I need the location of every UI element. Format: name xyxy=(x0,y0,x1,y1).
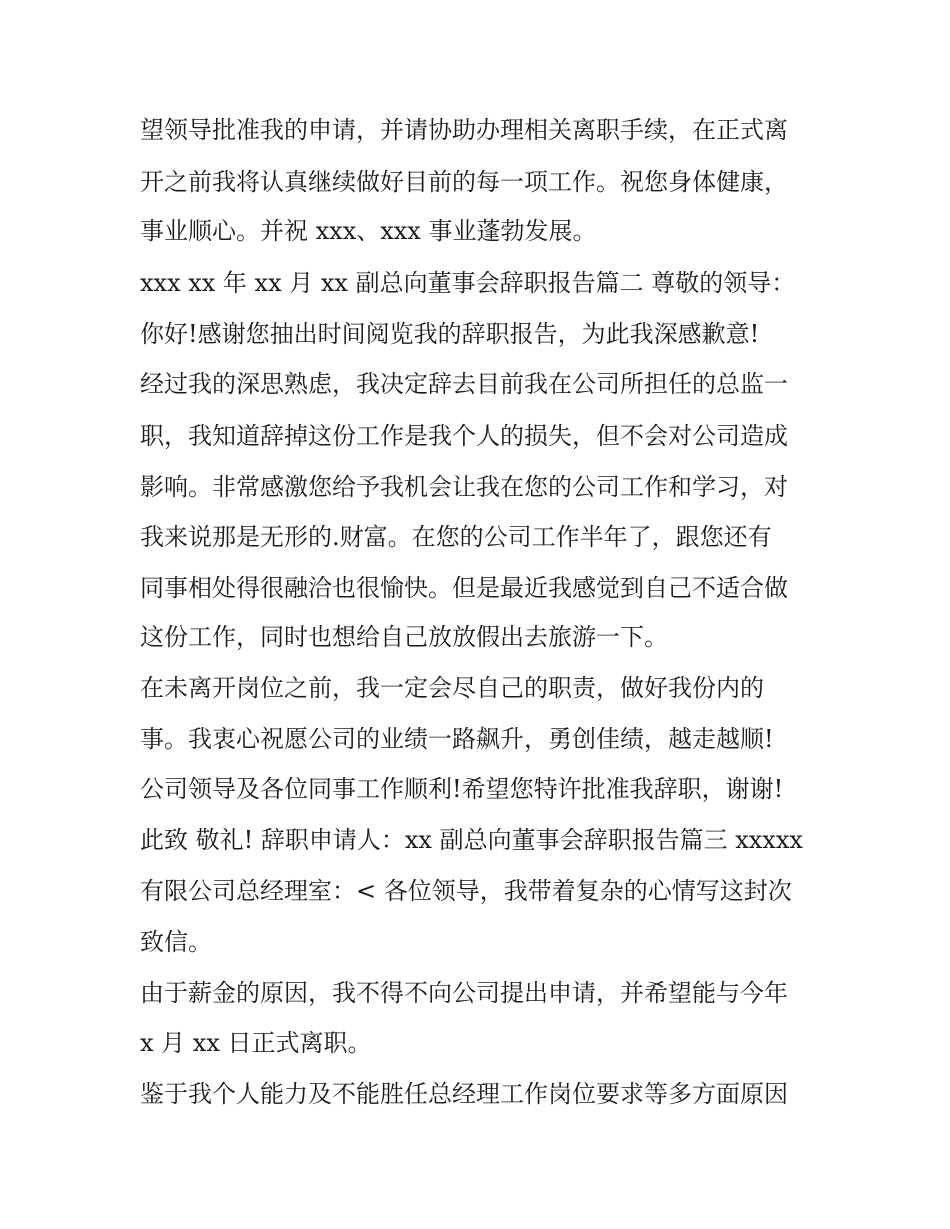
text-line: 致信。 xyxy=(140,928,212,956)
text-line: 鉴于我个人能力及不能胜任总经理工作岗位要求等多方面原因 xyxy=(140,1080,788,1108)
text-line: 事业顺心。并祝 xxx、xxx 事业蓬勃发展。 xyxy=(140,217,597,245)
text-line: 此致 敬礼! 辞职申请人：xx 副总向董事会辞职报告篇三 xxxxx xyxy=(140,826,803,854)
text-line: 有限公司总经理室：< 各位领导，我带着复杂的心情写这封次 xyxy=(140,877,792,905)
text-line: 这份工作，同时也想给自己放放假出去旅游一下。 xyxy=(140,623,668,651)
text-line: 望领导批准我的申请，并请协助办理相关离职手续，在正式离 xyxy=(140,116,788,144)
text-line: xxx xx 年 xx 月 xx 副总向董事会辞职报告篇二 尊敬的领导： xyxy=(140,269,796,297)
text-line: 我来说那是无形的.财富。在您的公司工作半年了，跟您还有 xyxy=(140,523,772,551)
text-line: x 月 xx 日正式离职。 xyxy=(140,1029,372,1057)
text-line: 职，我知道辞掉这份工作是我个人的损失，但不会对公司造成 xyxy=(140,422,788,450)
text-line: 由于薪金的原因，我不得不向公司提出申请，并希望能与今年 xyxy=(140,979,788,1007)
text-line: 公司领导及各位同事工作顺利!希望您特许批准我辞职，谢谢! xyxy=(140,775,784,803)
text-line: 开之前我将认真继续做好目前的每一项工作。祝您身体健康， xyxy=(140,168,788,196)
text-line: 经过我的深思熟虑，我决定辞去目前我在公司所担任的总监一 xyxy=(140,370,788,398)
text-line: 事。我衷心祝愿公司的业绩一路飙升，勇创佳绩，越走越顺! xyxy=(140,725,774,753)
text-line: 在未离开岗位之前，我一定会尽自己的职责，做好我份内的 xyxy=(140,674,764,702)
text-line: 影响。非常感激您给予我机会让我在您的公司工作和学习，对 xyxy=(140,473,788,501)
text-line: 你好!感谢您抽出时间阅览我的辞职报告，为此我深感歉意! xyxy=(140,320,760,348)
text-line: 同事相处得很融洽也很愉快。但是最近我感觉到自己不适合做 xyxy=(140,574,788,602)
